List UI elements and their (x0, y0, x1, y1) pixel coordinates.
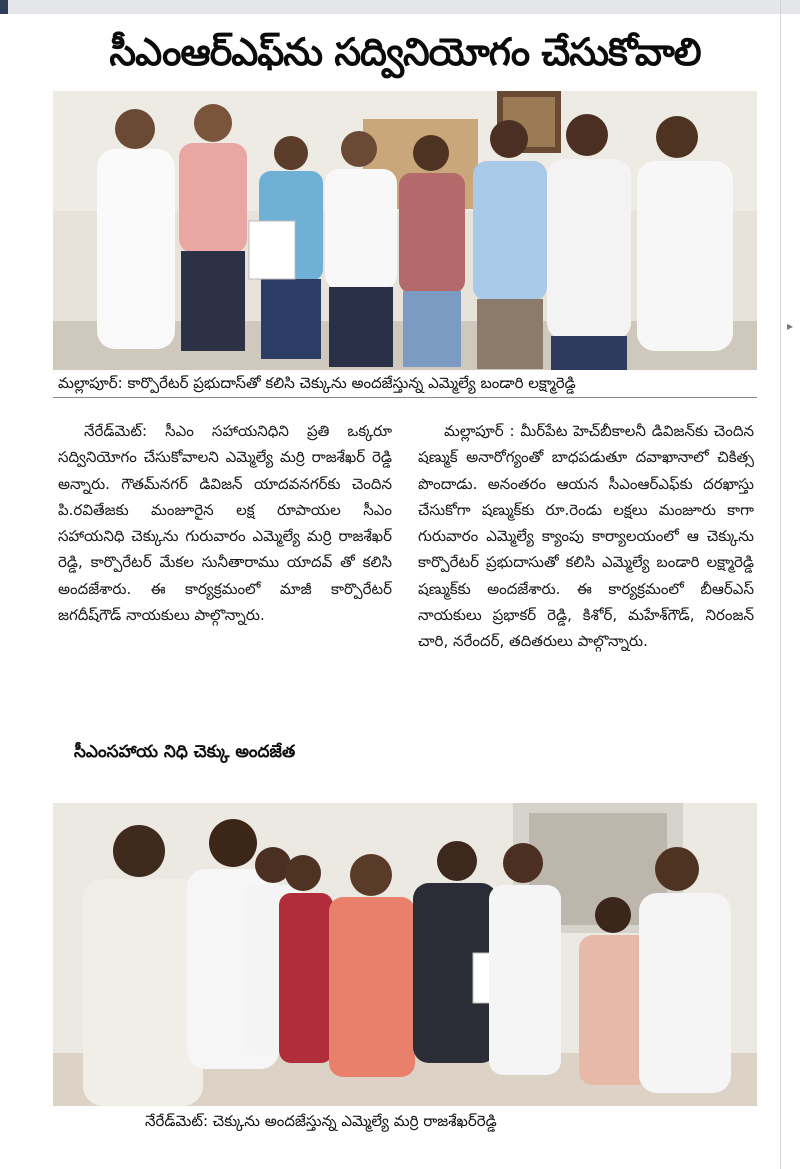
bottom-photo-illustration (53, 803, 757, 1106)
page-headline: సీఎంఆర్‌ఎఫ్‌ను సద్వినియోగం చేసుకోవాలి (109, 30, 701, 74)
top-photo (53, 91, 757, 370)
page-edge (780, 0, 781, 1169)
top-bar-marker (0, 0, 8, 14)
scroll-indicator-icon[interactable]: ▸ (786, 319, 794, 333)
article-right (418, 418, 754, 794)
article-left-paragraph: నేరేడ్‌మెట్: సీఎం సహాయనిధిని ప్రతి ఒక్కరూ సద్వినియోగం చేసుకోవాలని ఎమ్మెల్యే మర్రి రాజశేఖర్ రెడ్డి అన్నారు. గౌతమ్‌నగర్ డివిజన్ యాదవనగర్‌కు చెందిన పి.రవితేజకు మంజూరైన లక్ష రూపాయల సీఎం సహాయనిధి చెక్కును గురువారం ఎమ్మెల్యే మర్రి రాజశేఖర్ రెడ్డి, కార్పొరేటర్ మేకల సునీతారాము యాదవ్ తో కలిసి అందజేశారు. ఈ కార్యక్రమంలో మాజీ కార్పొరేటర్ జగదీష్‌గౌడ్ నాయకులు పాల్గొన్నారు. (58, 422, 392, 625)
top-bar (0, 0, 800, 14)
bottom-photo (53, 803, 757, 1106)
bottom-photo-caption: నేరేడ్‌మెట్: చెక్కును అందజేస్తున్న ఎమ్మెల్యే మర్రి రాజశేఖర్‌రెడ్డి (145, 1112, 497, 1130)
top-photo-illustration (53, 91, 757, 370)
top-photo-caption: మల్లాపూర్: కార్పొరేటర్ ప్రభుదాస్‌తో కలిసి చెక్కును అందజేస్తున్న ఎమ్మెల్యే బండారి లక్ష్మారెడ్డి (58, 374, 576, 392)
article-left-subhead: సీఎంసహాయ నిధి చెక్కు అందజేత (74, 742, 296, 762)
article-right-paragraph: మల్లాపూర్ : మీర్‌పేట హెచ్‌బీకాలనీ డివిజన్‌కు చెందిన షణ్ముక్ అనారోగ్యంతో బాధపడుతూ దవాఖానాలో చికిత్స పొందాడు. అనంతరం ఆయన సీఎంఆర్‌ఎఫ్‌కు దరఖాస్తు చేసుకోగా షణ్ముక్‌కు రూ.రెండు లక్షలు మంజూరు కాగా గురువారం ఎమ్మెల్యే క్యాంపు కార్యాలయంలో ఆ చెక్కును కార్పొరేటర్ ప్రభుదాసుతో కలిసి ఎమ్మెల్యే బండారి లక్ష్మారెడ్డి షణ్ముక్‌కు అందజేశారు. ఈ కార్యక్రమంలో బీఆర్‌ఎస్ నాయకులు ప్రభాకర్ రెడ్డి, కిశోర్, మహేశ్‌గౌడ్, నిరంజన్ చారి, నరేందర్, తదితరులు పాల్గొన్నారు. (418, 422, 754, 651)
article-left (58, 418, 392, 730)
caption-divider (53, 397, 757, 398)
